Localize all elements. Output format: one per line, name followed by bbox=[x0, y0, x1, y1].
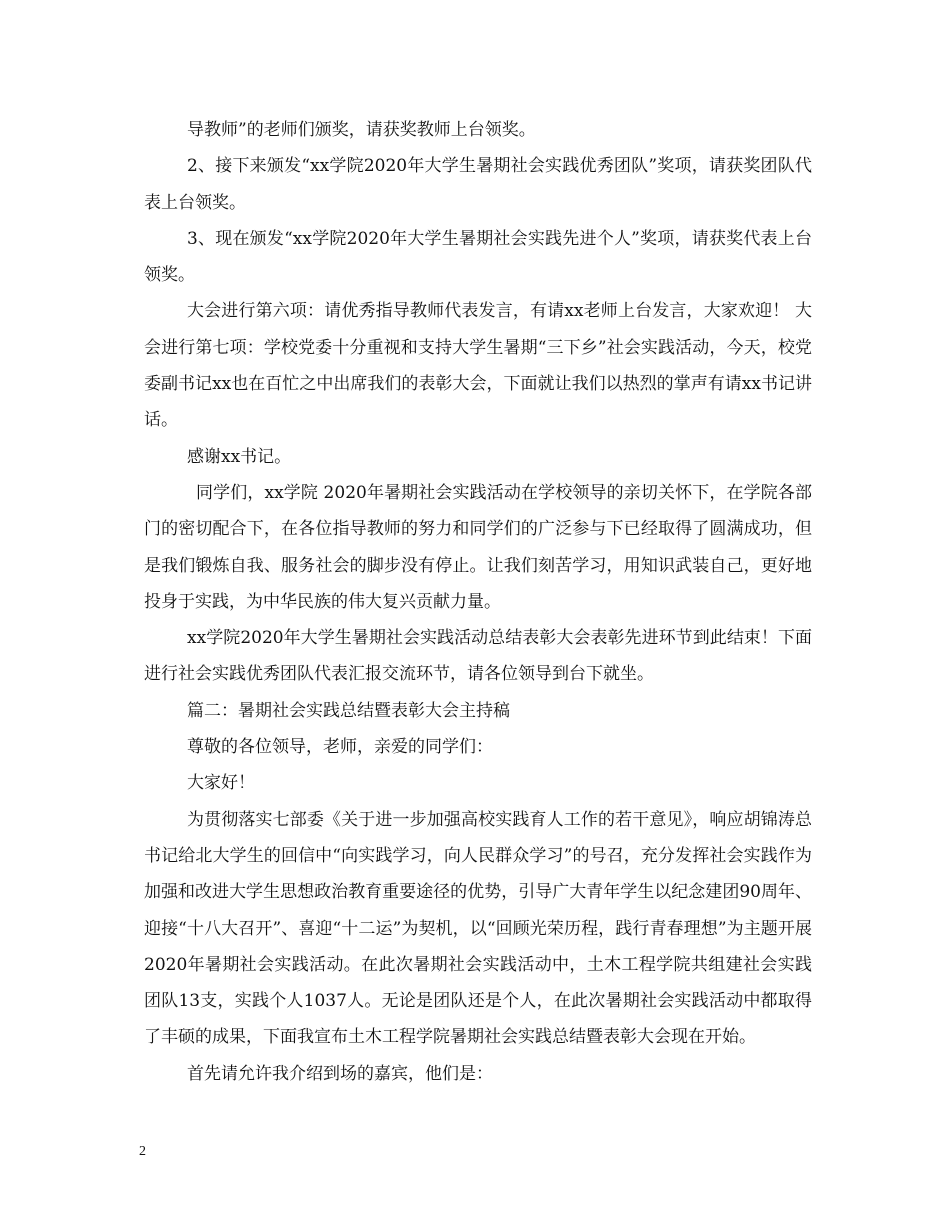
paragraph-salutation: 尊敬的各位领导，老师，亲爱的同学们： bbox=[187, 737, 493, 758]
paragraph-section-end: xx学院2020年大学生暑期社会实践活动总结表彰大会表彰先进环节到此结束！下面进行社会实践优秀团队代表汇报交流环节，请各位领导到台下就坐。 bbox=[144, 628, 812, 685]
paragraph-excellent-teams: 2、接下来颁发“xx学院2020年大学生暑期社会实践优秀团队”奖项，请获奖团队代表上台领奖。 bbox=[144, 156, 812, 213]
paragraph-greeting: 大家好！ bbox=[187, 773, 255, 794]
document-body bbox=[144, 112, 812, 1092]
paragraph-guest-intro: 首先请允许我介绍到场的嘉宾，他们是： bbox=[187, 1063, 493, 1084]
paragraph-students-address: 同学们，xx学院 2020年暑期社会实践活动在学校领导的亲切关怀下，在学院各部门的密切配合下，在各位指导教师的努力和同学们的广泛参与下已经取得了圆满成功，但是我们锻炼自我、服务社会的脚步没有停止。让我们刻苦学习，用知识武装自己，更好地投身于实践，为中华民族的伟大复兴贡献力量。 bbox=[144, 482, 812, 612]
section-heading: 篇二：暑期社会实践总结暨表彰大会主持稿 bbox=[187, 700, 510, 721]
paragraph-award-teachers: 导教师”的老师们颁奖，请获奖教师上台领奖。 bbox=[187, 120, 536, 140]
paragraph-thanks: 感谢xx书记。 bbox=[187, 446, 292, 467]
page-number: 2 bbox=[139, 1144, 146, 1159]
paragraph-advanced-individuals: 3、现在颁发“xx学院2020年大学生暑期社会实践先进个人”奖项，请获奖代表上台领奖。 bbox=[144, 228, 812, 286]
paragraph-opening-speech: 为贯彻落实七部委《关于进一步加强高校实践育人工作的若干意见》，响应胡锦涛总书记给北大学生的回信中“向实践学习，向人民群众学习”的号召，充分发挥社会实践作为加强和改进大学生思想政治教育重要途径的优势，引导广大青年学生以纪念建团90周年、迎接“十八大召开”、喜迎“十二运”为契机，以“回顾光荣历程，践行青春理想”为主题开展2020年暑期社会实践活动。在此次暑期社会实践活动中，土木工程学院共组建社会实践团队13支，实践个人1037人。无论是团队还是个人，在此次暑期社会实践活动中都取得了丰硕的成果，下面我宣布土木工程学院暑期社会实践总结暨表彰大会现在开始。 bbox=[144, 809, 812, 1048]
paragraph-agenda-items: 大会进行第六项：请优秀指导教师代表发言，有请xx老师上台发言，大家欢迎！ 大会进行第七项：学校党委十分重视和支持大学生暑期“三下乡”社会实践活动，今天，校党委副书记xx也在百忙之中出席我们的表彰大会，下面就让我们以热烈的掌声有请xx书记讲话。 bbox=[144, 301, 812, 431]
